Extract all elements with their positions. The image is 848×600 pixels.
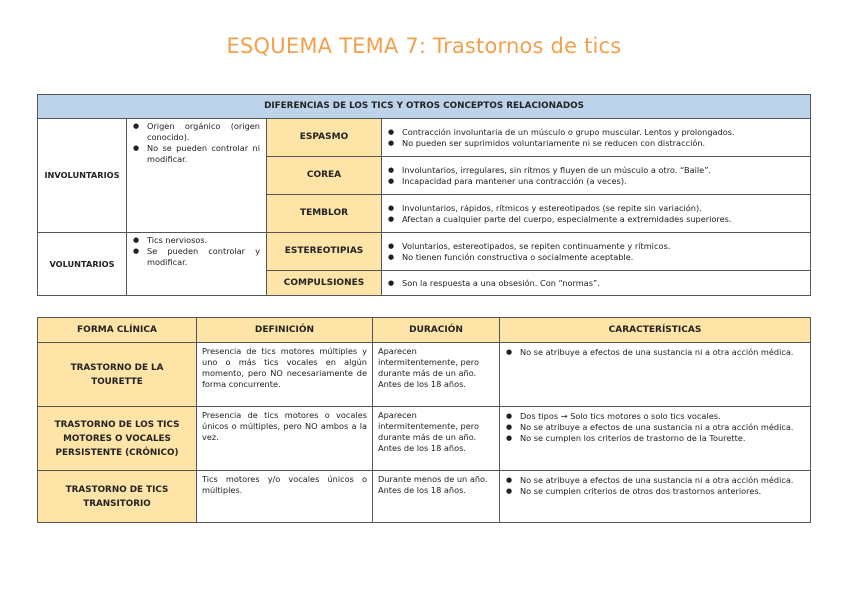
form-tourette: TRASTORNO DE LA TOURETTE xyxy=(38,343,197,407)
list-item: ● No se pueden controlar ni modificar. xyxy=(133,143,260,165)
list-item: ● Afectan a cualquier parte del cuerpo, especialmente a extremidades superiores. xyxy=(388,214,804,225)
concept-corea: COREA xyxy=(267,157,382,195)
features-cell xyxy=(500,471,811,523)
table-header-row xyxy=(38,95,811,119)
duration-text: Antes de los 18 años. xyxy=(378,443,466,453)
definition-text: Tics motores y/o vocales únicos o múltiples. xyxy=(202,474,367,495)
table1-header: DIFERENCIAS DE LOS TICS Y OTROS CONCEPTOS RELACIONADOS xyxy=(38,95,811,119)
table-row xyxy=(38,119,811,157)
list-item: ● No se cumplen los criterios de trastorno de la Tourette. xyxy=(506,433,804,444)
concept-details xyxy=(382,195,811,233)
list-item: ● Involuntarios, irregulares, sin ritmos y fluyen de un músculo a otro. “Baile”. xyxy=(388,165,804,176)
duration-text: Aparecen intermitentemente, pero durante más de un año. xyxy=(378,410,479,442)
concept-details xyxy=(382,271,811,296)
concept-temblor: TEMBLOR xyxy=(267,195,382,233)
definition-cell xyxy=(197,407,373,471)
list-item: ● No se atribuye a efectos de una sustancia ni a otra acción médica. xyxy=(506,347,804,358)
group-label-voluntarios: VOLUNTARIOS xyxy=(38,233,127,296)
list-item: ● No se atribuye a efectos de una sustancia ni a otra acción médica. xyxy=(506,422,804,433)
duration-cell xyxy=(373,343,500,407)
list-item: ● No se atribuye a efectos de una sustancia ni a otra acción médica. xyxy=(506,475,804,486)
concept-espasmo: ESPASMO xyxy=(267,119,382,157)
column-header-duracion: DURACIÓN xyxy=(373,318,500,343)
list-item: ● No tienen función constructiva o socialmente aceptable. xyxy=(388,252,804,263)
duration-cell xyxy=(373,471,500,523)
definition-cell xyxy=(197,343,373,407)
list-item: ● Incapacidad para mantener una contracción (a veces). xyxy=(388,176,804,187)
list-item: ● Voluntarios, estereotipados, se repiten continuamente y rítmicos. xyxy=(388,241,804,252)
list-item: ● Tics nerviosos. xyxy=(133,235,260,246)
form-persistente: TRASTORNO DE LOS TICS MOTORES O VOCALES PERSISTENTE (CRÓNICO) xyxy=(38,407,197,471)
list-item: ● Se pueden controlar y modificar. xyxy=(133,246,260,268)
definition-text: Presencia de tics motores múltiples y uno o más tics vocales en algún momento, pero NO necesariamente de forma concurrente. xyxy=(202,346,367,389)
list-item: ● Involuntarios, rápidos, rítmicos y estereotipados (se repite sin variación). xyxy=(388,203,804,214)
duration-cell xyxy=(373,407,500,471)
table-header-row xyxy=(38,318,811,343)
concept-estereotipias: ESTEREOTIPIAS xyxy=(267,233,382,271)
duration-text: Aparecen intermitentemente, pero durante más de un año. xyxy=(378,346,479,378)
duration-text: Antes de los 18 años. xyxy=(378,485,466,495)
duration-text: Durante menos de un año. xyxy=(378,474,488,484)
table-row xyxy=(38,343,811,407)
table-row xyxy=(38,233,811,271)
group-notes-voluntarios xyxy=(127,233,267,296)
list-item: ● Origen orgánico (origen conocido). xyxy=(133,121,260,143)
column-header-forma: FORMA CLÍNICA xyxy=(38,318,197,343)
definition-text: Presencia de tics motores o vocales únicos o múltiples, pero NO ambos a la vez. xyxy=(202,410,367,442)
table-row xyxy=(38,407,811,471)
features-cell xyxy=(500,343,811,407)
tics-differences-table xyxy=(37,94,811,296)
page-title: ESQUEMA TEMA 7: Trastornos de tics xyxy=(226,34,622,58)
list-item: ● No se cumplen criterios de otros dos trastornos anteriores. xyxy=(506,486,804,497)
concept-details xyxy=(382,233,811,271)
concept-details xyxy=(382,119,811,157)
table-row xyxy=(38,471,811,523)
group-notes-involuntarios xyxy=(127,119,267,233)
concept-compulsiones: COMPULSIONES xyxy=(267,271,382,296)
column-header-definicion: DEFINICIÓN xyxy=(197,318,373,343)
list-item: ● No pueden ser suprimidos voluntariamente ni se reducen con distracción. xyxy=(388,138,804,149)
concept-details xyxy=(382,157,811,195)
form-transitorio: TRASTORNO DE TICS TRANSITORIO xyxy=(38,471,197,523)
list-item: ● Son la respuesta a una obsesión. Con “normas”. xyxy=(388,278,804,289)
features-cell xyxy=(500,407,811,471)
list-item: ● Dos tipos → Solo tics motores o solo tics vocales. xyxy=(506,411,804,422)
list-item: ● Contracción involuntaria de un músculo o grupo muscular. Lentos y prolongados. xyxy=(388,127,804,138)
definition-cell xyxy=(197,471,373,523)
duration-text: Antes de los 18 años. xyxy=(378,379,466,389)
column-header-caracteristicas: CARACTERÍSTICAS xyxy=(500,318,811,343)
group-label-involuntarios: INVOLUNTARIOS xyxy=(38,119,127,233)
clinical-forms-table xyxy=(37,317,811,523)
